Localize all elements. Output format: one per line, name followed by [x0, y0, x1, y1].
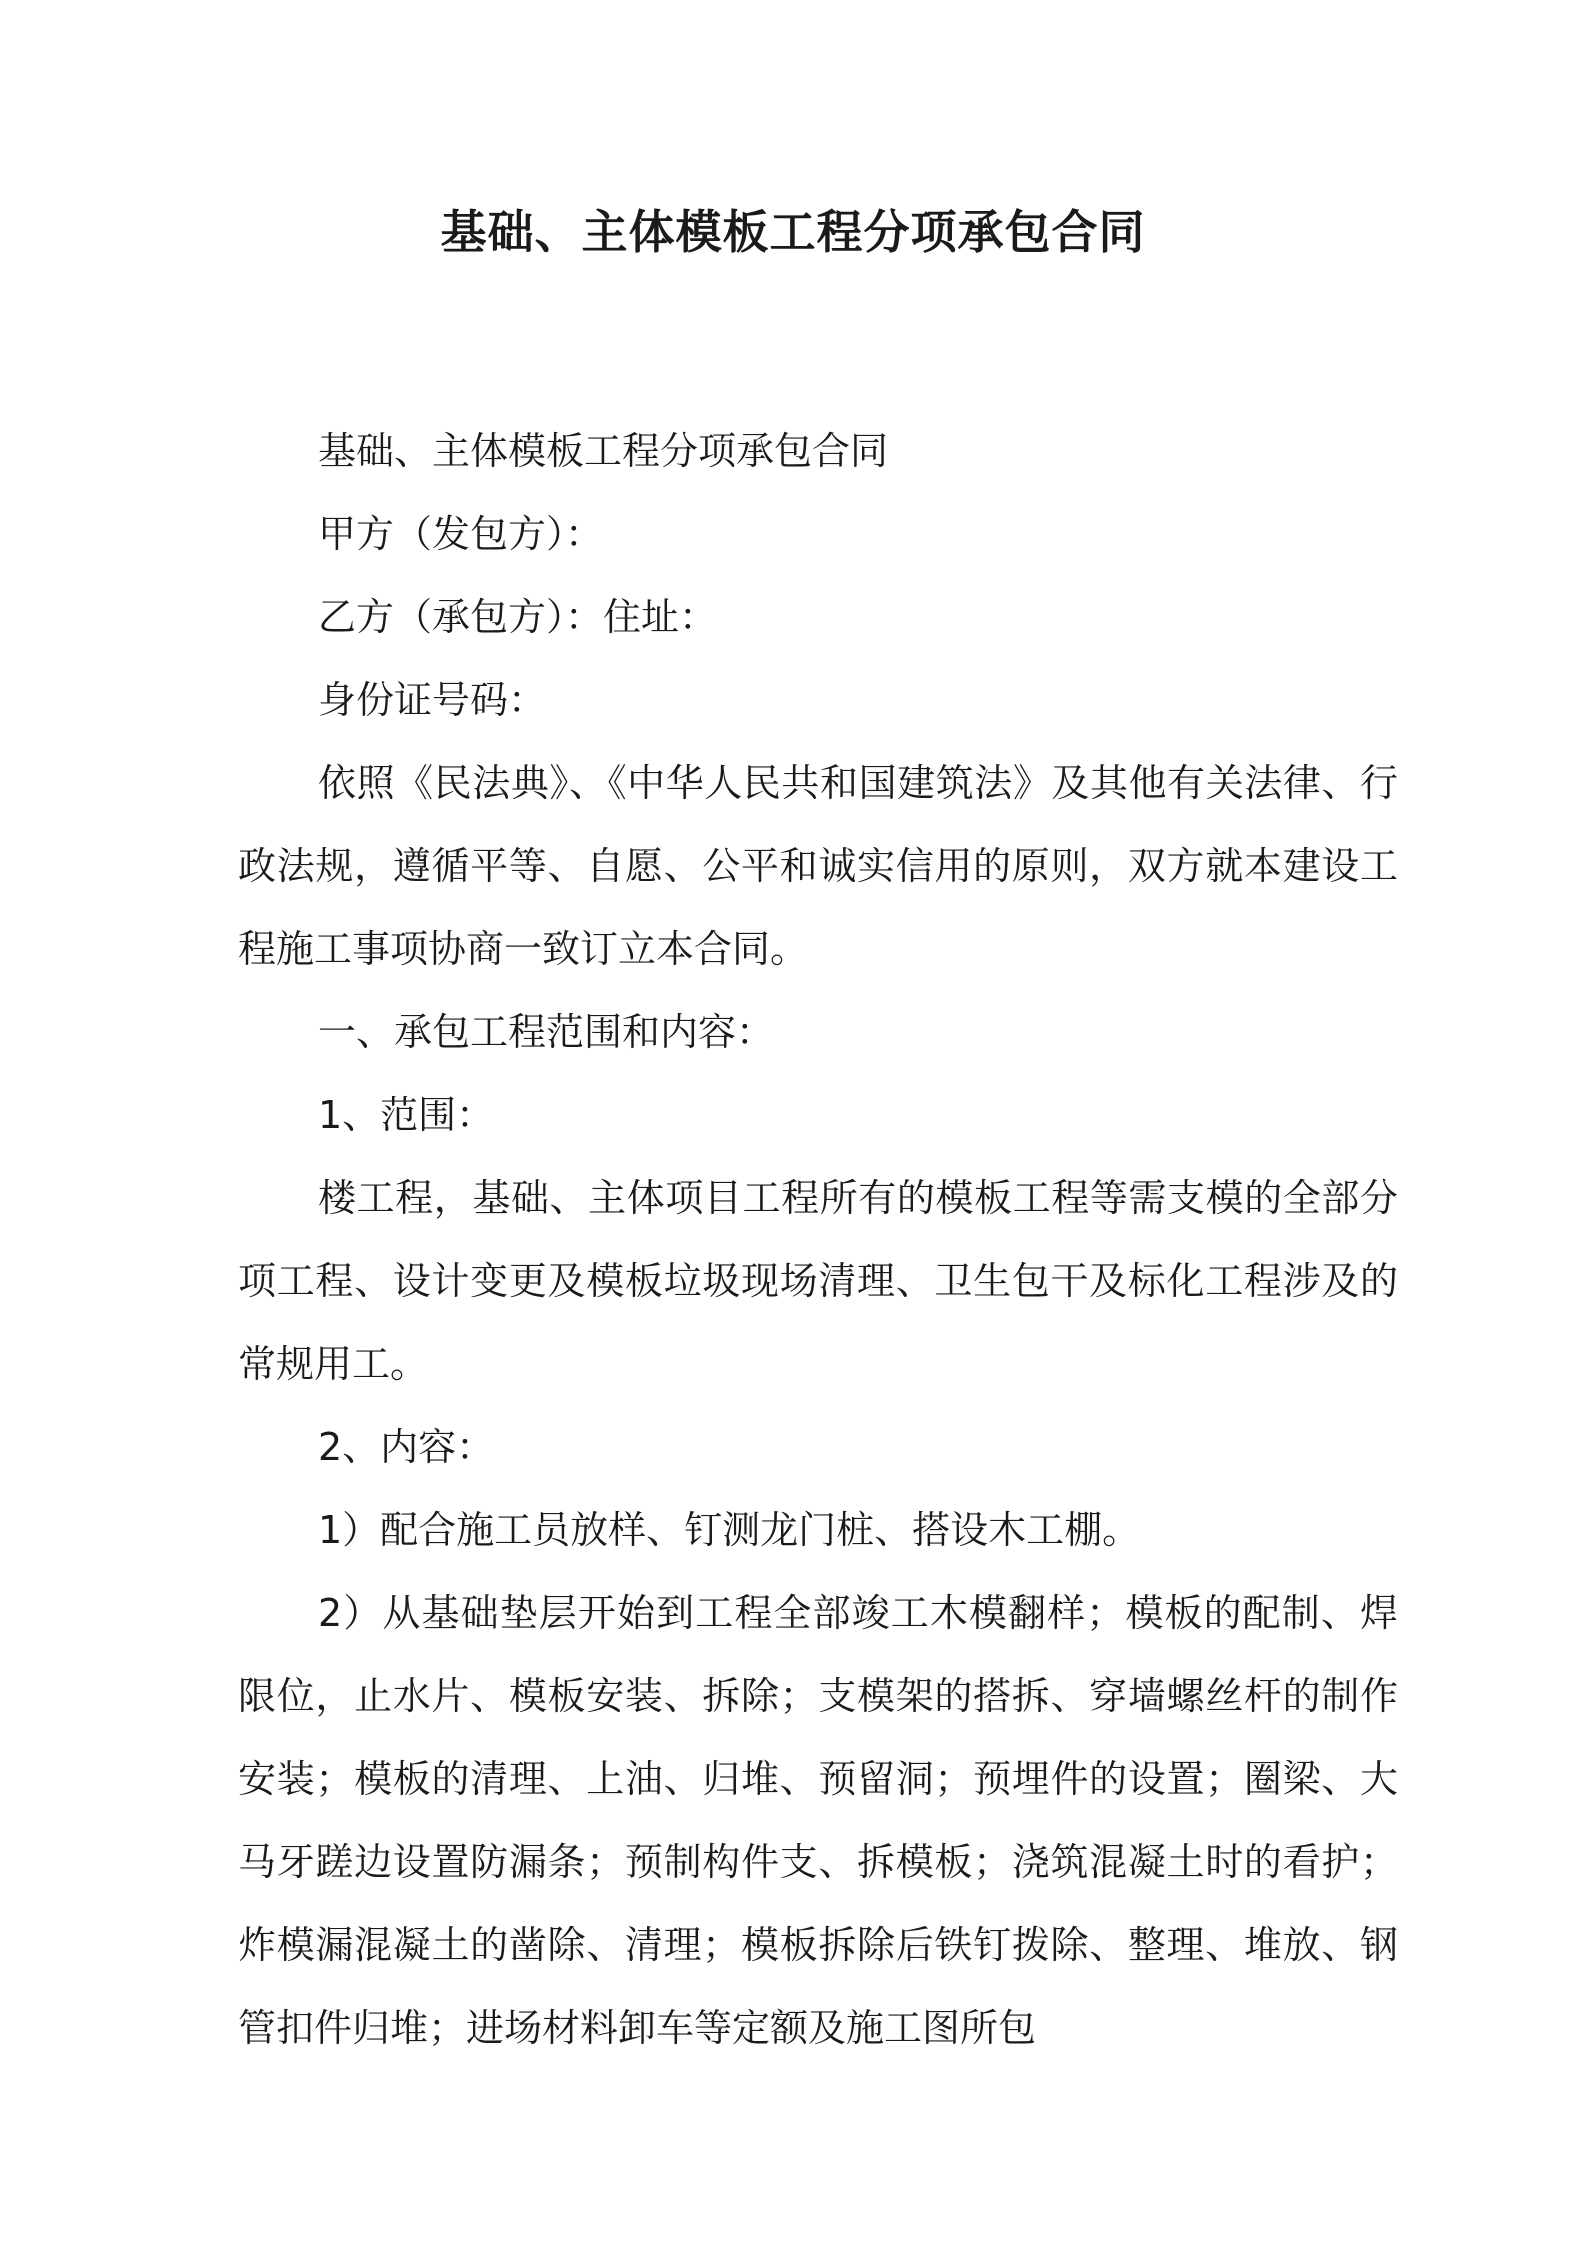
paragraph-content-item-2: 2）从基础垫层开始到工程全部竣工木模翻样；模板的配制、焊限位，止水片、模板安装、拆除；支模架的搭拆、穿墙螺丝杆的制作安装；模板的清理、上油、归堆、预留洞；预埋件的设置；圈梁、大马牙蹉边设置防漏条；预制构件支、拆模板；浇筑混凝土时的看护；炸模漏混凝土的凿除、清理；模板拆除后铁钉拨除、整理、堆放、钢管扣件归堆；进场材料卸车等定额及施工图所包 [238, 1591, 1398, 2050]
paragraph-content-item-1: 1）配合施工员放样、钉测龙门桩、搭设木工棚。 [318, 1508, 1141, 1552]
paragraph-party-b: 乙方（承包方）：住址： [318, 595, 718, 639]
section-heading-scope: 一、承包工程范围和内容： [318, 1010, 775, 1054]
paragraph-party-a: 甲方（发包方）： [318, 512, 604, 556]
document-title: 基础、主体模板工程分项承包合同 [440, 205, 1146, 259]
paragraph-id-number: 身份证号码： [318, 678, 547, 722]
subsection-content: 2、内容： [318, 1425, 495, 1469]
paragraph-preamble: 依照《民法典》、《中华人民共和国建筑法》及其他有关法律、行政法规，遵循平等、自愿、公平和诚实信用的原则，双方就本建设工程施工事项协商一致订立本合同。 [238, 761, 1398, 971]
paragraph-scope-detail: 楼工程，基础、主体项目工程所有的模板工程等需支模的全部分项工程、设计变更及模板垃圾现场清理、卫生包干及标化工程涉及的常规用工。 [238, 1176, 1398, 1386]
subsection-scope: 1、范围： [318, 1093, 495, 1137]
paragraph-heading: 基础、主体模板工程分项承包合同 [318, 429, 889, 473]
document-body [238, 410, 1398, 2070]
